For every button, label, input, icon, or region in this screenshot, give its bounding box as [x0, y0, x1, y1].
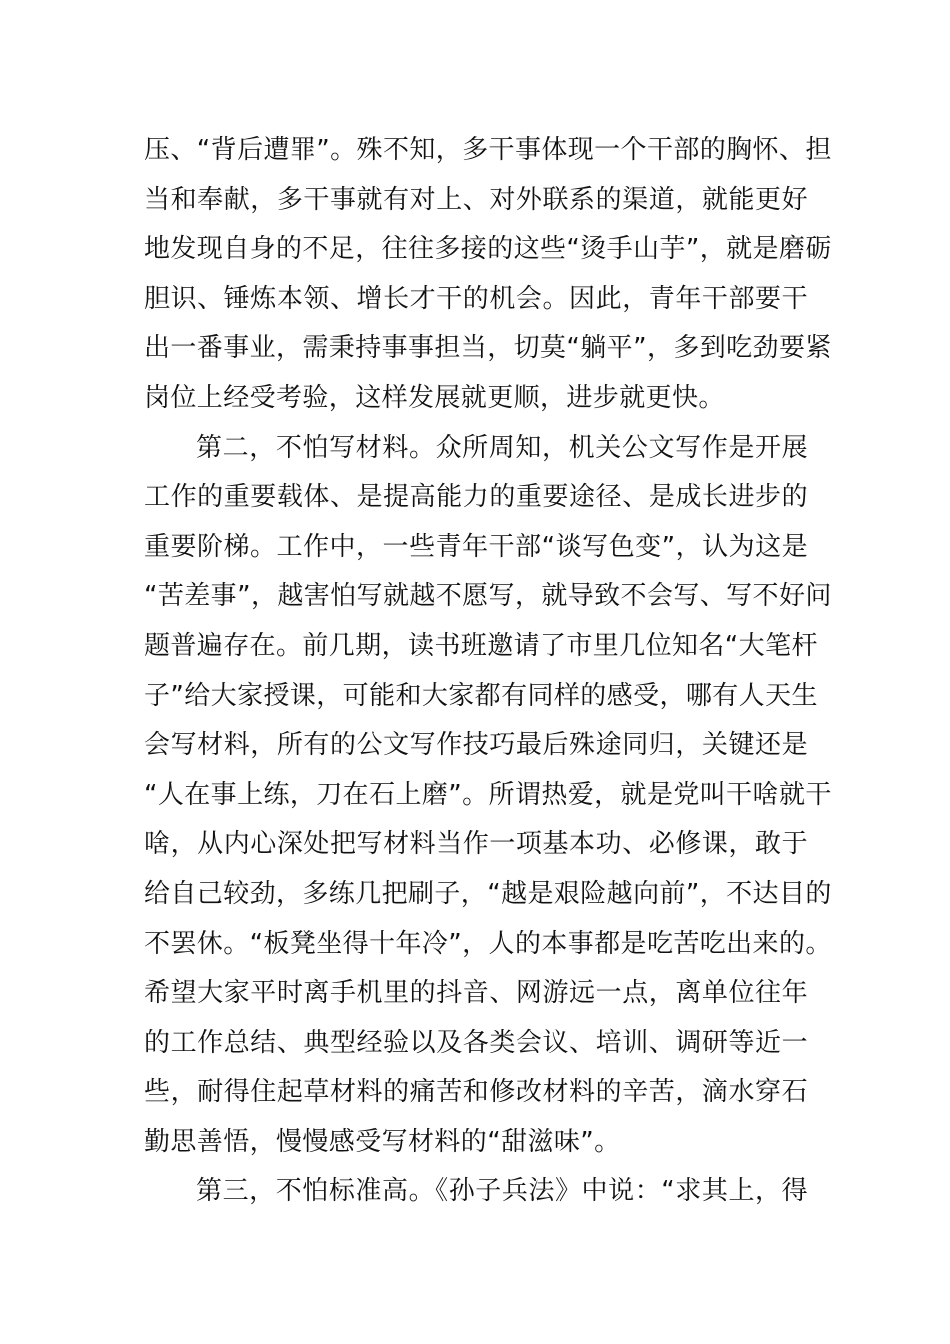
text-line: 岗位上经受考验，这样发展就更顺，进步就更快。 [144, 382, 725, 413]
text-line: 给自己较劲，多练几把刷子，“越是艰险越向前”，不达目的 [144, 878, 832, 909]
text-line: 的工作总结、典型经验以及各类会议、培训、调研等近一 [144, 1027, 808, 1058]
text-line: 些，耐得住起草材料的痛苦和修改材料的辛苦，滴水穿石 [144, 1077, 808, 1108]
text-line: “苦差事”，越害怕写就越不愿写，就导致不会写、写不好问 [144, 581, 832, 612]
text-line: 地发现自身的不足，往往多接的这些“烫手山芋”，就是磨砺 [144, 234, 832, 265]
text-line: 不罢休。“板凳坐得十年冷”，人的本事都是吃苦吃出来的。 [144, 928, 832, 959]
text-line: 胆识、锤炼本领、增长才干的机会。因此，青年干部要干 [144, 283, 808, 314]
body-text [144, 126, 832, 1217]
text-line: 会写材料，所有的公文写作技巧最后殊途同归，关键还是 [144, 730, 808, 761]
text-line: 啥，从内心深处把写材料当作一项基本功、必修课，敢于 [144, 829, 808, 860]
text-line: 当和奉献，多干事就有对上、对外联系的渠道，就能更好 [144, 184, 808, 215]
text-line: 工作的重要载体、是提高能力的重要途径、是成长进步的 [144, 482, 808, 513]
text-line: 题普遍存在。前几期，读书班邀请了市里几位知名“大笔杆 [144, 630, 818, 661]
text-line: 勤思善悟，慢慢感受写材料的“甜滋味”。 [144, 1126, 621, 1157]
text-line: “人在事上练，刀在石上磨”。所谓热爱，就是党叫干啥就干 [144, 779, 832, 810]
text-line: 重要阶梯。工作中，一些青年干部“谈写色变”，认为这是 [144, 531, 808, 562]
paragraph-start-line: 第二，不怕写材料。众所周知，机关公文写作是开展 [196, 432, 808, 463]
text-line: 子”给大家授课，可能和大家都有同样的感受，哪有人天生 [144, 680, 818, 711]
text-line: 希望大家平时离手机里的抖音、网游远一点，离单位往年 [144, 978, 808, 1009]
text-line: 出一番事业，需秉持事事担当，切莫“躺平”，多到吃劲要紧 [144, 333, 832, 364]
paragraph-start-line: 第三，不怕标准高。《孙子兵法》中说：“求其上，得 [196, 1176, 808, 1207]
text-line: 压、“背后遭罪”。殊不知，多干事体现一个干部的胸怀、担 [144, 135, 832, 165]
